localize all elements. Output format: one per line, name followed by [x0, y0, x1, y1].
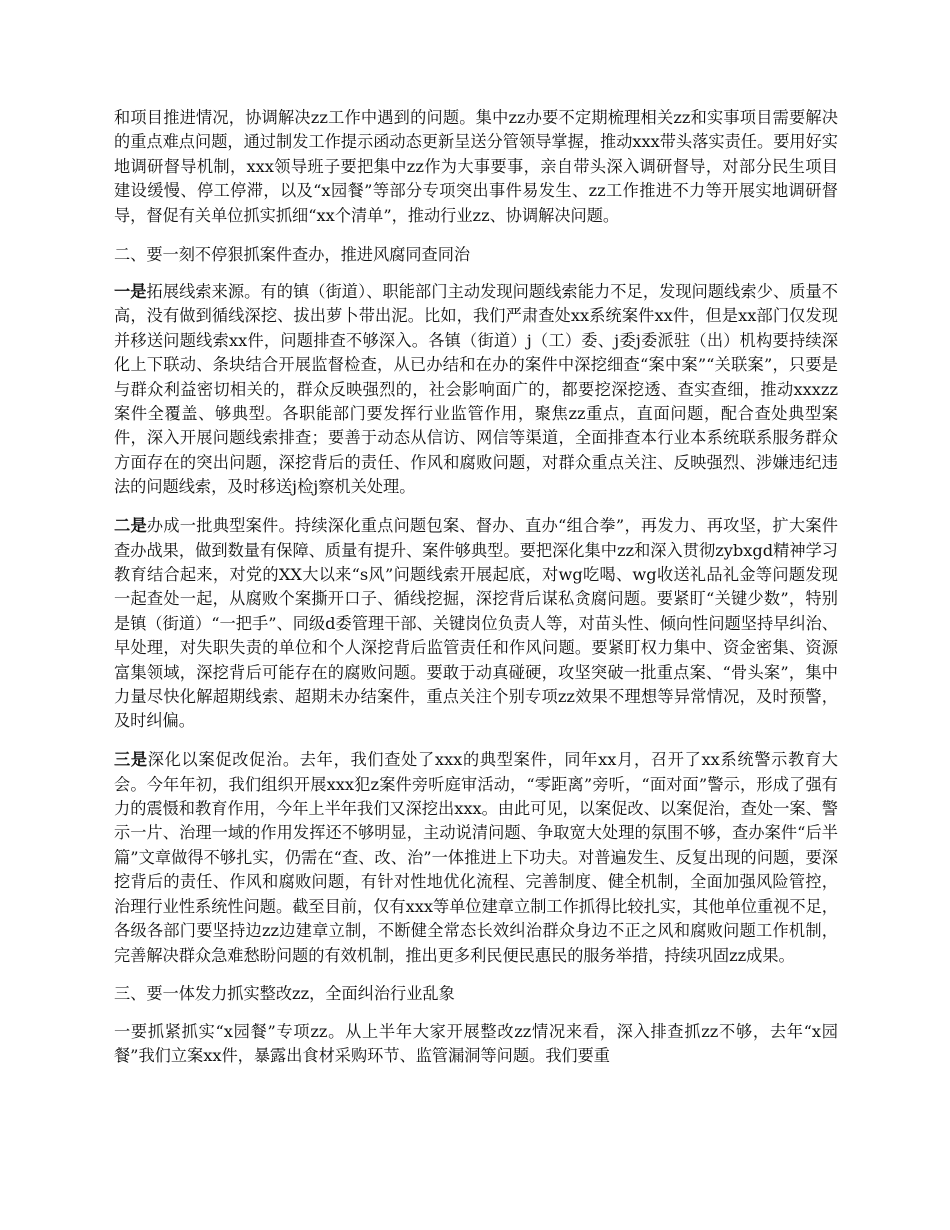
item-1-paragraph — [114, 280, 838, 500]
document-page — [114, 106, 838, 1083]
item-2-text: 办成一批典型案件。持续深化重点问题包案、督办、直办“组合拳”，再发力、再攻坚，扩大案件查办战果，做到数量有保障、质量有提升、案件够典型。要把深化集中zz和深入贯彻zybxgd精神学习教育结合起来，对党的XX大以来“s风”问题线索开展起底，对wg吃喝、wg收送礼品礼金等问题发现一起查处一起，从腐败个案撕开口子、循线挖掘，深挖背后谋私贪腐问题。要紧盯“关键少数”，特别是镇（街道）“一把手”、同级d委管理干部、关键岗位负责人等，对苗头性、倾向性问题坚持早纠治、早处理，对失职失责的单位和个人深挖背后监管责任和作风问题。要紧盯权力集中、资金密集、资源富集领域，深挖背后可能存在的腐败问题。要敢于动真碰硬，攻坚突破一批重点案、“骨头案”，集中力量尽快化解超期线索、超期未办结案件，重点关注个别专项zz效果不理想等异常情况，及时预警，及时纠偏。 — [114, 516, 838, 731]
last-paragraph: 一要抓紧抓实“x园餐”专项zz。从上半年大家开展整改zz情况来看，深入排查抓zz不够，去年“x园餐”我们立案xx件，暴露出食材采购环节、监管漏洞等问题。我们要重 — [114, 1021, 838, 1066]
item-3-text: 深化以案促改促治。去年，我们查处了xxx的典型案件，同年xx月，召开了xx系统警示教育大会。今年年初，我们组织开展xxx犯z案件旁听庭审活动，“零距离”旁听，“面对面”警示，形成了强有力的震慑和教育作用，今年上半年我们又深挖出xxx。由此可见，以案促改、以案促治，查处一案、警示一片、治理一域的作用发挥还不够明显，主动说清问题、争取宽大处理的氛围不够，查办案件“后半篇”文章做得不够扎实，仍需在“查、改、治”一体推进上下功夫。对普遍发生、反复出现的问题，要深挖背后的责任、作风和腐败问题，有针对性地优化流程、完善制度、健全机制，全面加强风险管控，治理行业性系统性问题。截至目前，仅有xxx等单位建章立制工作抓得比较扎实，其他单位重视不足，各级各部门要坚持边zz边建章立制，不断健全常态长效纠治群众身边不正之风和腐败问题工作机制，完善解决群众急难愁盼问题的有效机制，推出更多利民便民惠民的服务举措，持续巩固zz成果。 — [114, 750, 838, 965]
section-3-heading: 三、要一体发力抓实整改zz，全面纠治行业乱象 — [114, 984, 455, 1004]
item-1-lead: 一是 — [114, 281, 147, 301]
item-1-text: 拓展线索来源。有的镇（街道）、职能部门主动发现问题线索能力不足，发现问题线索少、质量不高，没有做到循线深挖、拔出萝卜带出泥。比如，我们严肃查处xx系统案件xx件，但是xx部门仅发现并移送问题线索xx件，问题排查不够深入。各镇（街道）j（工）委、j委j委派驻（出）机构要持续深化上下联动、条块结合开展监督检查，从已办结和在办的案件中深挖细查“案中案”“关联案”，只要是与群众利益密切相关的，群众反映强烈的，社会影响面广的，都要挖深挖透、查实查细，推动xxxzz案件全覆盖、够典型。各职能部门要发挥行业监管作用，聚焦zz重点，直面问题，配合查处典型案件，深入开展问题线索排查；要善于动态从信访、网信等渠道，全面排查本行业本系统联系服务群众方面存在的突出问题，深挖背后的责任、作风和腐败问题，对群众重点关注、反映强烈、涉嫌违纪违法的问题线索，及时移送j检j察机关处理。 — [114, 281, 838, 497]
section-2-heading: 二、要一刻不停狠抓案件查办，推进风腐同查同治 — [114, 244, 471, 264]
intro-paragraph: 和项目推进情况，协调解决zz工作中遇到的问题。集中zz办要不定期梳理相关zz和实事项目需要解决的重点难点问题，通过制发工作提示函动态更新呈送分管领导掌握，推动xxx带头落实责任。要用好实地调研督导机制，xxx领导班子要把集中zz作为大事要事，亲自带头深入调研督导，对部分民生项目建设缓慢、停工停滞，以及“x园餐”等部分专项突出事件易发生、zz工作推进不力等开展实地调研督导，督促有关单位抓实抓细“xx个清单”，推动行业zz、协调解决问题。 — [114, 108, 838, 225]
item-3-lead: 三是 — [114, 750, 148, 770]
item-2-lead: 二是 — [114, 516, 147, 536]
item-3-paragraph — [114, 748, 838, 968]
item-2-paragraph — [114, 514, 838, 734]
